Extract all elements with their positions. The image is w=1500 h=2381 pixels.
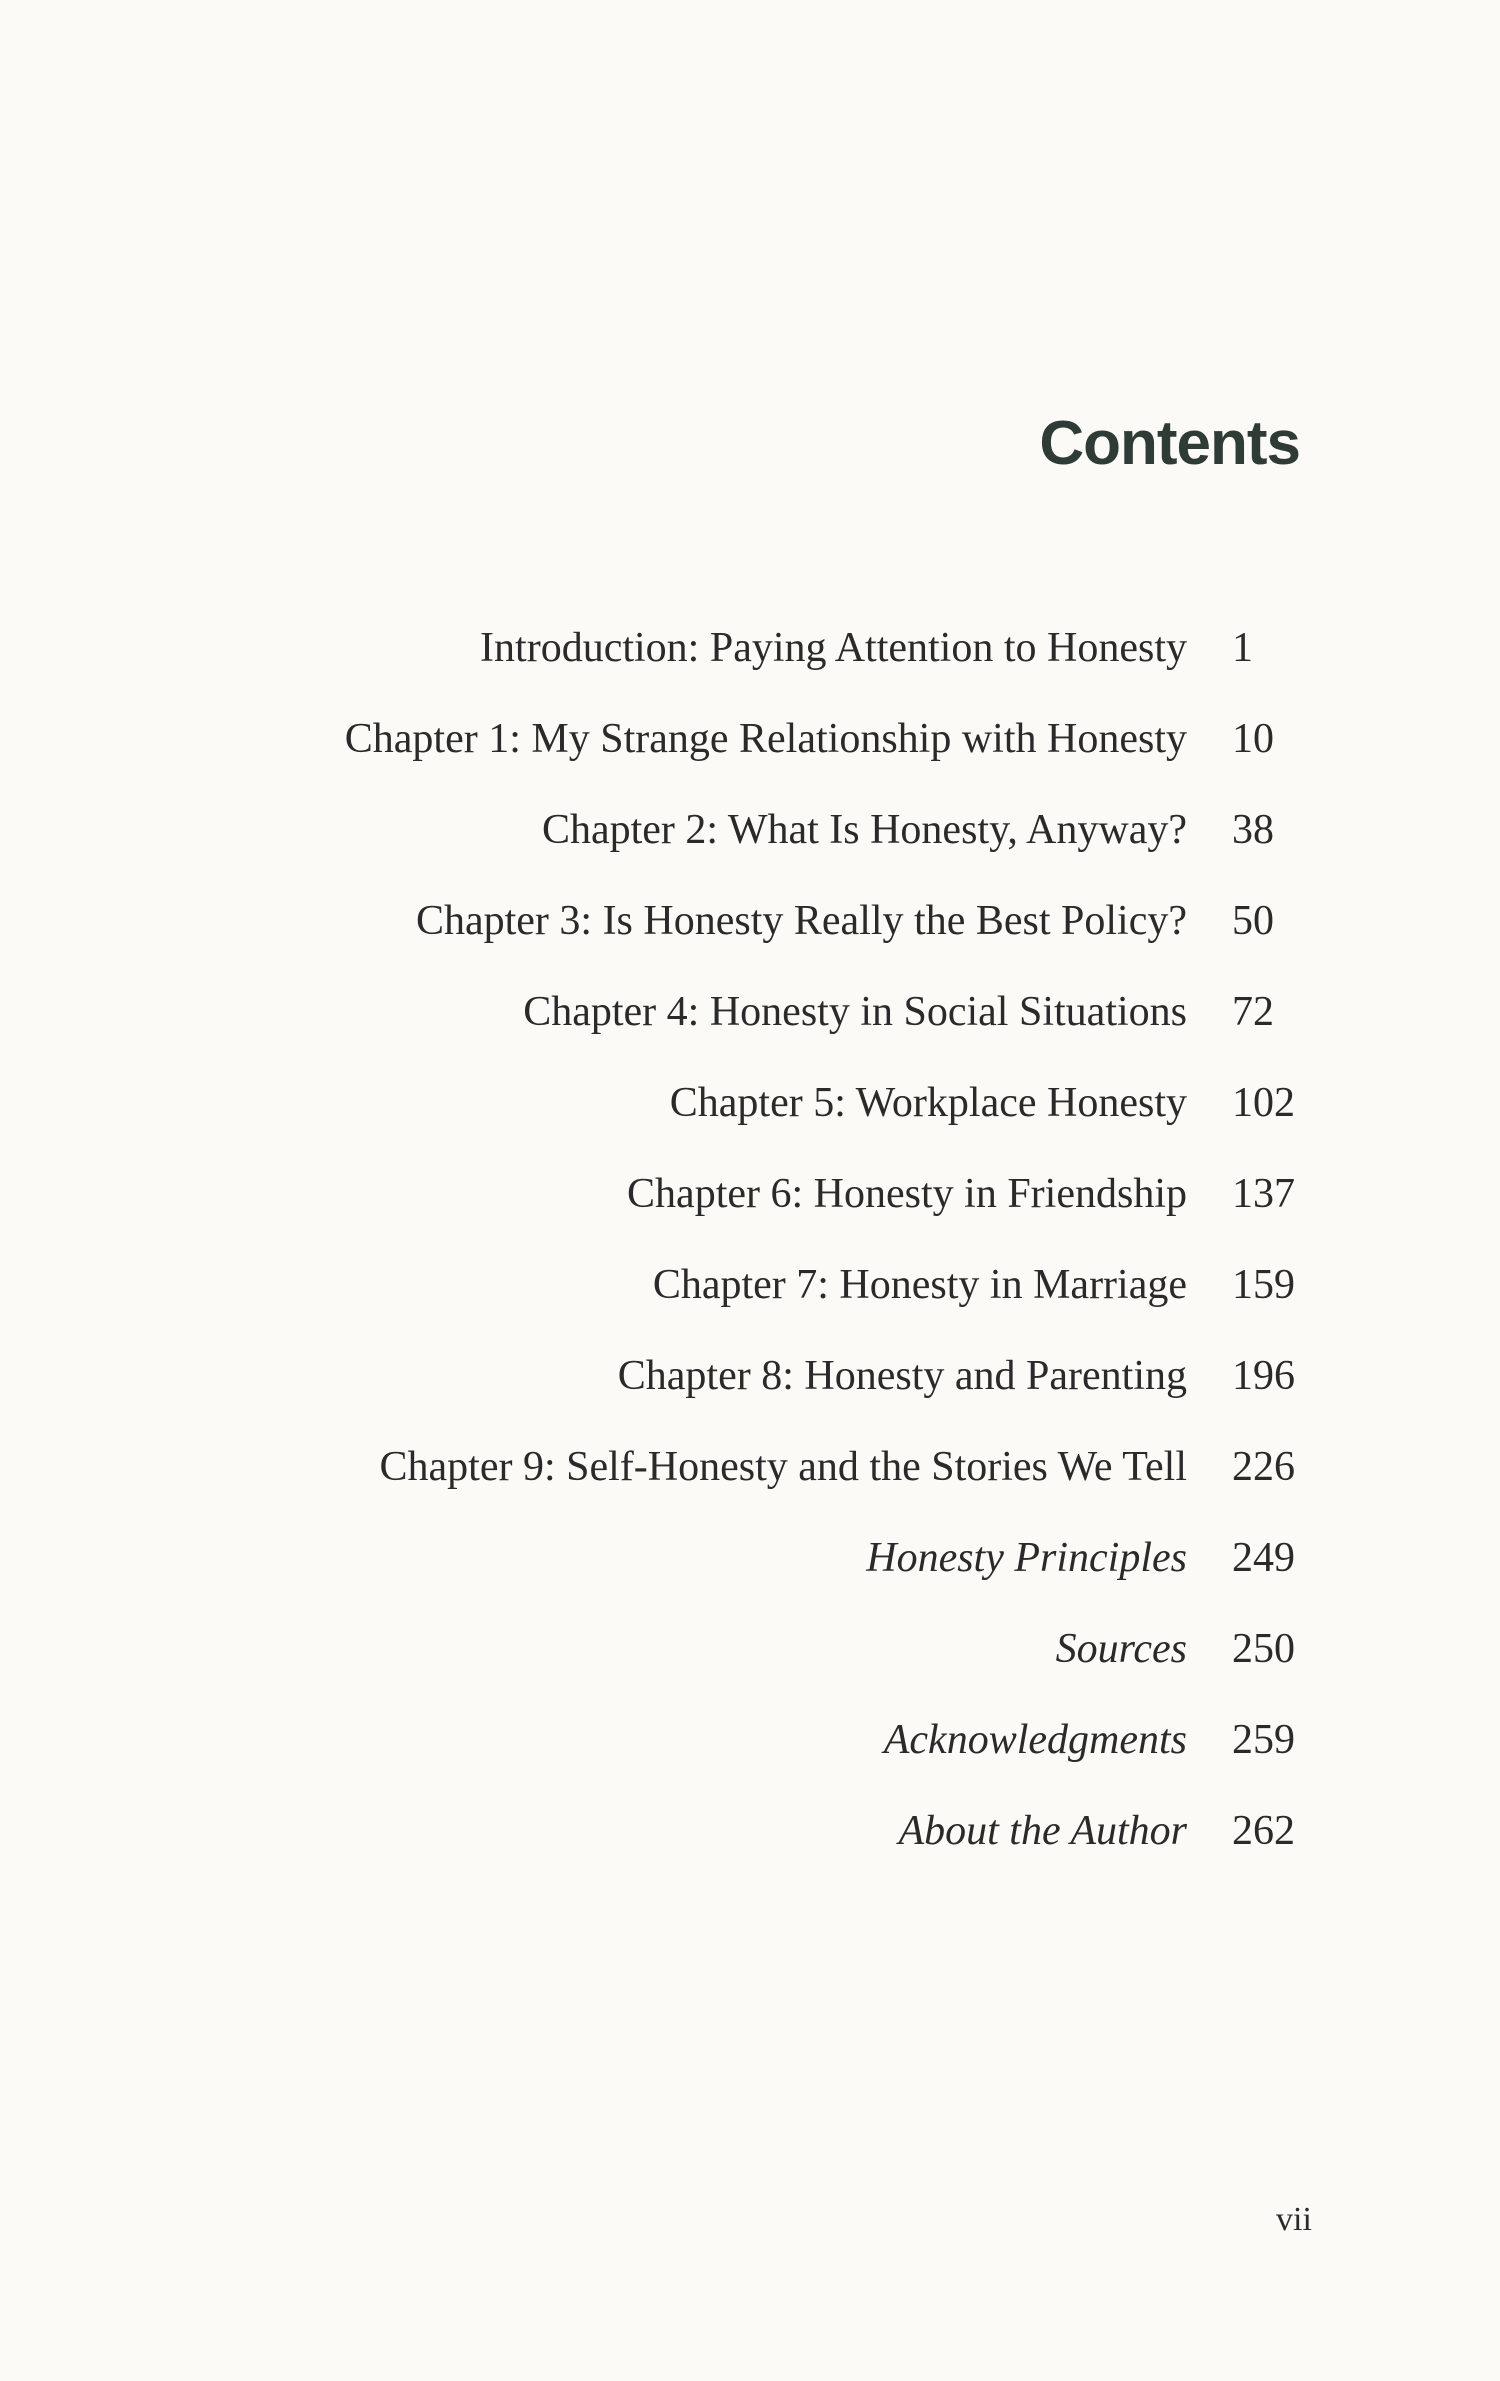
toc-entry-title: Chapter 2: What Is Honesty, Anyway? [541,807,1187,853]
toc-entry-page: 1 [1232,625,1253,671]
toc-entry [0,804,1500,895]
toc-entry-page: 250 [1232,1626,1295,1672]
toc-entry-page: 38 [1232,807,1274,853]
toc-entry-title: About the Author [898,1808,1187,1854]
toc-entry-title: Chapter 3: Is Honesty Really the Best Policy? [415,898,1187,944]
toc-entry [0,713,1500,804]
toc-entry-title: Sources [1055,1626,1187,1672]
toc-entry-page: 72 [1232,989,1274,1035]
toc-entry [0,1259,1500,1350]
toc-entry [0,1077,1500,1168]
toc-entry [0,1168,1500,1259]
toc-entry-page: 137 [1232,1171,1295,1217]
toc-entry-title: Introduction: Paying Attention to Honesty [480,625,1187,671]
toc-entry-title: Chapter 6: Honesty in Friendship [627,1171,1187,1217]
toc-entry [0,1623,1500,1714]
toc-entry [0,1350,1500,1441]
toc-entry-title: Chapter 1: My Strange Relationship with Honesty [344,716,1187,762]
toc-entry-title: Chapter 4: Honesty in Social Situations [523,989,1187,1035]
toc-entry-page: 196 [1232,1353,1295,1399]
toc-entry-title: Honesty Principles [866,1535,1187,1581]
table-of-contents [0,622,1500,1896]
toc-entry-title: Chapter 9: Self-Honesty and the Stories We Tell [379,1444,1187,1490]
toc-entry [0,1441,1500,1532]
toc-entry-page: 102 [1232,1080,1295,1126]
toc-entry [0,986,1500,1077]
toc-entry-page: 262 [1232,1808,1295,1854]
page-title: Contents [1039,409,1300,478]
toc-entry-page: 10 [1232,716,1274,762]
toc-entry-page: 259 [1232,1717,1295,1763]
toc-entry-title: Chapter 8: Honesty and Parenting [617,1353,1187,1399]
toc-entry-title: Chapter 5: Workplace Honesty [669,1080,1187,1126]
toc-entry-page: 159 [1232,1262,1295,1308]
toc-entry-page: 249 [1232,1535,1295,1581]
toc-entry-page: 50 [1232,898,1274,944]
toc-entry [0,895,1500,986]
toc-entry [0,1532,1500,1623]
toc-entry [0,622,1500,713]
toc-entry-title: Acknowledgments [883,1717,1187,1763]
toc-entry [0,1805,1500,1896]
toc-entry-page: 226 [1232,1444,1295,1490]
toc-entry [0,1714,1500,1805]
page-number: vii [1276,2201,1312,2238]
toc-entry-title: Chapter 7: Honesty in Marriage [652,1262,1187,1308]
